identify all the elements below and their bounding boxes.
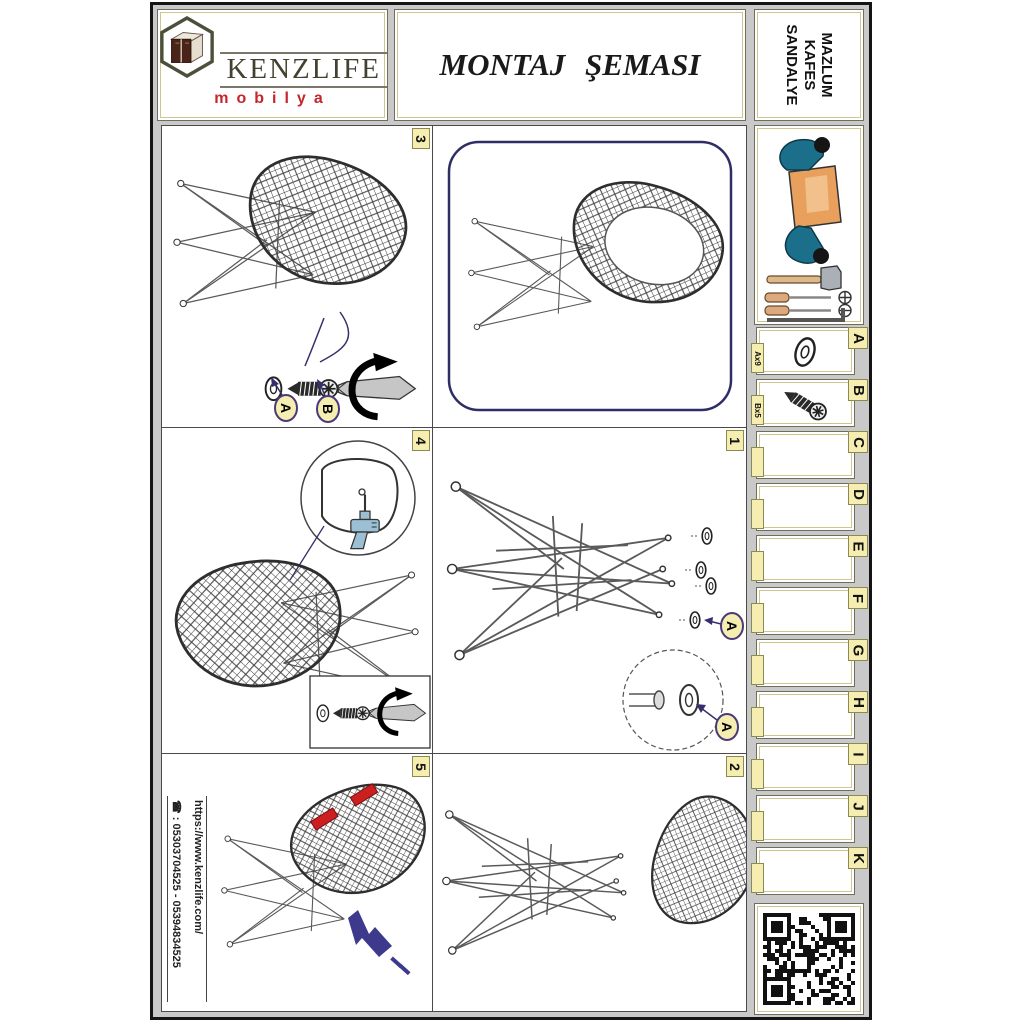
tools-box [754,125,864,325]
step-panel-1 [432,427,747,754]
part-count-tab: Ax9 [751,343,764,373]
chair-with-pads-drawing [222,764,432,947]
part-letter-tab: E [848,535,868,557]
part-letter-tab: I [848,743,868,765]
chair-upside-down-drawing [174,141,420,306]
part-box-B [753,379,867,427]
finished-product-illustration [433,126,746,427]
qr-code [763,913,855,1005]
hammer-icon [767,266,841,290]
part-count-tab [751,811,764,841]
screw-detail-inset [310,676,430,748]
part-letter-tab: C [848,431,868,453]
part-letter-tab: G [848,639,868,661]
step-panel-2 [432,753,747,1012]
part-letter-tab: A [848,327,868,349]
part-count-tab [751,759,764,789]
washer-icon [785,333,825,371]
title-box [394,9,746,121]
product-name-box [754,9,864,121]
part-letter-tab: F [848,587,868,609]
qr-box [754,903,864,1015]
flat-screwdriver-icon [765,305,851,317]
contact-info [167,796,207,1002]
svg-text:A: A [724,620,740,632]
part-count-tab [751,863,764,893]
step-number-tab: 2 [726,756,744,777]
step3-illustration [162,126,432,427]
brand-name: KENZLIFE [220,52,387,88]
brand-tagline: mobilya [214,90,331,107]
part-letter-tab: J [848,795,868,817]
step-number-tab: 4 [412,430,430,451]
part-box-G [756,639,867,687]
screw-icon [773,384,837,424]
assembly-sheet [150,2,872,1020]
part-box-A [753,327,867,375]
part-count-tab [751,551,764,581]
step-panel-5 [161,753,433,1012]
part-box-J [756,795,867,843]
two-workers-carrying-board-image [780,137,841,264]
part-count-tab: Bx5 [751,395,764,425]
part-box-I [756,743,867,791]
wardrobe-hexagon-icon [158,16,216,78]
step-number-tab: 3 [412,128,430,149]
phillips-screwdriver-icon [765,292,851,304]
step-number-tab: 1 [726,430,744,451]
logo-box [157,9,388,121]
svg-text:A: A [278,402,294,414]
part-count-tab [751,499,764,529]
product-name: MAZLUM KAFES SANDALYE [783,24,835,106]
part-letter-tab: K [848,847,868,869]
phone-icon: ☎ [170,800,182,814]
tools-illustration [759,130,861,322]
svg-text:B: B [320,403,336,415]
part-letter-tab: D [848,483,868,505]
part-box-D [756,483,867,531]
step4-illustration [162,428,432,753]
website-url: https://www.kenzlife.com/ [192,800,204,935]
eiffel-base-drawing [448,482,675,660]
callout-label-A [704,613,743,639]
step-number-tab: 5 [412,756,430,777]
step-panel-3 [161,125,433,428]
part-letter-tab: B [848,379,868,401]
eiffel-base-drawing [443,811,626,954]
part-count-tab [751,707,764,737]
svg-text:A: A [719,721,735,733]
part-count-tab [751,603,764,633]
step1-illustration [433,428,746,753]
washer-detail-callout [623,650,738,750]
page-title: MONTAJ ŞEMASI [439,47,701,82]
part-count-tab [751,655,764,685]
step2-illustration [433,754,746,1011]
wire-shell-drawing [640,786,746,937]
part-box-H [756,691,867,739]
part-box-K [756,847,867,895]
finished-product-panel [432,125,747,428]
part-box-C [756,431,867,479]
washers-on-posts [679,528,716,628]
phone-line: ☎ : 05303704525 - 05394834525 [170,800,182,968]
part-count-tab [751,447,764,477]
step-panel-4 [161,427,433,754]
part-box-E [756,535,867,583]
part-letter-tab: H [848,691,868,713]
insert-arrow [348,910,411,975]
part-box-F [756,587,867,635]
